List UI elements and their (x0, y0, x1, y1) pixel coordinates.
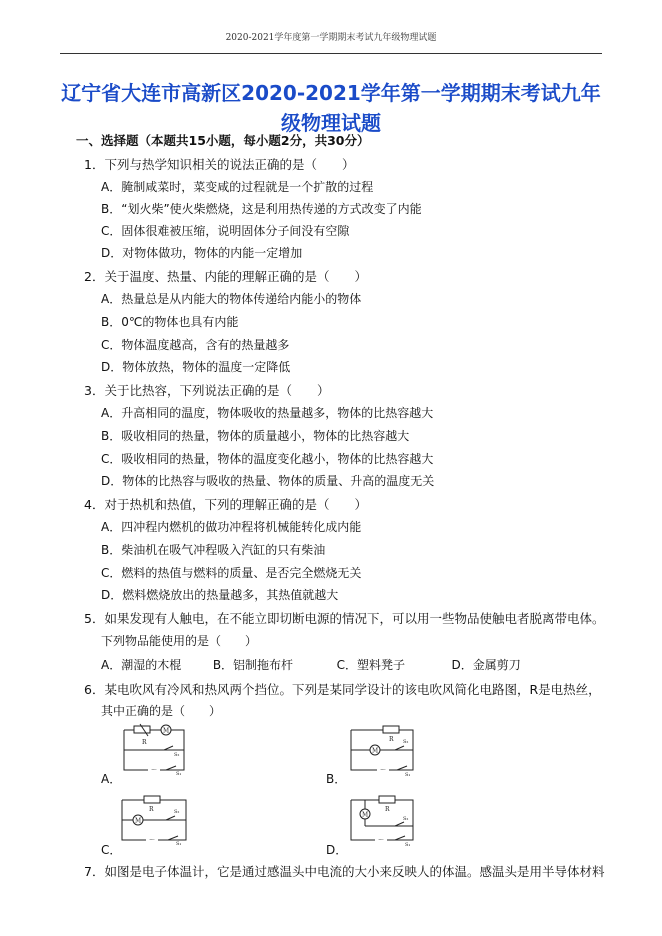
circuit-d-switch2-label: S₂ (403, 816, 409, 822)
running-header: 2020-2021学年度第一学期期末考试九年级物理试题 (225, 33, 437, 43)
question-2-option-c: C．物体温度越高，含有的热量越多 (101, 338, 290, 352)
page-title (60, 78, 602, 138)
circuit-c-switch2-label: S₂ (174, 809, 180, 815)
circuit-a-motor-label: M (163, 727, 170, 735)
question-5-options (101, 656, 521, 673)
question-3-stem: 3．关于比热容，下列说法正确的是（ ） (84, 383, 330, 398)
circuit-c-motor-label: M (135, 817, 142, 825)
question-1-option-b: B．“划火柴”使火柴燃烧，这是利用热传递的方式改变了内能 (101, 202, 422, 216)
question-5-option-a: A．潮湿的木棍 (101, 658, 182, 672)
circuit-d-source-label: ～ (378, 837, 385, 844)
question-3-option-d: D．物体的比热容与吸收的热量、物体的质量、升高的温度无关 (101, 474, 435, 488)
circuit-b-resistor-label: R (389, 736, 394, 743)
circuit-a-resistor-label: R (142, 739, 147, 746)
circuit-d-motor-label: M (362, 811, 369, 819)
circuit-d-resistor-label: R (385, 806, 390, 813)
question-3-option-c: C．吸收相同的热量，物体的温度变化越小，物体的比热容越大 (101, 452, 434, 466)
circuit-b-switch2-label: S₂ (403, 739, 409, 745)
circuit-d-switch1-label: S₁ (405, 842, 411, 848)
circuit-c-resistor-label: R (149, 806, 154, 813)
question-2-option-a: A．热量总是从内能大的物体传递给内能小的物体 (101, 292, 362, 306)
question-5-stem-continued: 下列物品能使用的是（ ） (101, 634, 258, 648)
question-6-option-c: C． (101, 843, 122, 857)
question-4-stem: 4．对于热机和热值，下列的理解正确的是（ ） (84, 497, 367, 512)
circuit-a-switch1-label: S₁ (176, 771, 182, 776)
circuit-c-switch1-label: S₁ (176, 841, 182, 846)
circuit-c-diagram (118, 792, 190, 846)
circuit-b-switch1-label: S₁ (405, 772, 411, 778)
circuit-a-diagram (118, 720, 190, 776)
question-2-option-b: B．0℃的物体也具有内能 (101, 315, 239, 329)
question-7-stem: 7．如图是电子体温计，它是通过感温头中电流的大小来反映人的体温。感温头是用半导体材料 (84, 864, 605, 879)
question-5-option-b: B．铝制拖布杆 (212, 658, 294, 672)
question-2-option-d: D．物体放热，物体的温度一定降低 (101, 360, 291, 374)
question-6-option-d: D． (326, 843, 348, 857)
question-5-stem: 5．如果发现有人触电，在不能立即切断电源的情况下，可以用一些物品使触电者脱离带电体。 (84, 611, 605, 626)
title-line-2: 级物理试题 (281, 111, 381, 135)
question-1-option-c: C．固体很难被压缩，说明固体分子间没有空隙 (101, 224, 350, 238)
question-1-stem: 1．下列与热学知识相关的说法正确的是（ ） (84, 157, 355, 172)
question-6-stem: 6．某电吹风有冷风和热风两个挡位。下列是某同学设计的该电吹风简化电路图，R是电热丝， (84, 682, 601, 697)
section-heading: 一、选择题（本题共15小题，每小题2分，共30分） (76, 133, 370, 148)
circuit-a-switch2-label: S₂ (174, 752, 180, 758)
question-6-option-b: B． (326, 772, 347, 786)
question-1-option-d: D．对物体做功，物体的内能一定增加 (101, 246, 303, 260)
circuit-a-source-label: ～ (151, 767, 158, 774)
question-2-stem: 2．关于温度、热量、内能的理解正确的是（ ） (84, 269, 367, 284)
circuit-b-source-label: ～ (380, 767, 387, 774)
question-5-option-d: D．金属剪刀 (451, 658, 521, 672)
circuit-c-source-label: ～ (149, 837, 156, 844)
question-6-stem-continued: 其中正确的是（ ） (101, 704, 222, 718)
question-4-option-b: B．柴油机在吸气冲程吸入汽缸的只有柴油 (101, 543, 326, 557)
question-4-option-c: C．燃料的热值与燃料的质量、是否完全燃烧无关 (101, 566, 362, 580)
question-3-option-a: A．升高相同的温度，物体吸收的热量越多，物体的比热容越大 (101, 406, 434, 420)
question-1-option-a: A．腌制咸菜时，菜变咸的过程就是一个扩散的过程 (101, 180, 374, 194)
circuit-b-diagram (345, 722, 420, 778)
question-3-option-b: B．吸收相同的热量，物体的质量越小，物体的比热容越大 (101, 429, 410, 443)
title-line-1: 辽宁省大连市高新区2020-2021学年第一学期期末考试九年 (61, 81, 601, 105)
question-5-option-c: C．塑料凳子 (336, 658, 406, 672)
question-4-option-a: A．四冲程内燃机的做功冲程将机械能转化成内能 (101, 520, 362, 534)
question-6-option-a: A． (101, 772, 122, 786)
circuit-b-motor-label: M (372, 747, 379, 755)
header-rule (60, 53, 602, 54)
question-4-option-d: D．燃料燃烧放出的热量越多，其热值就越大 (101, 588, 339, 602)
circuit-d-diagram (345, 792, 420, 848)
